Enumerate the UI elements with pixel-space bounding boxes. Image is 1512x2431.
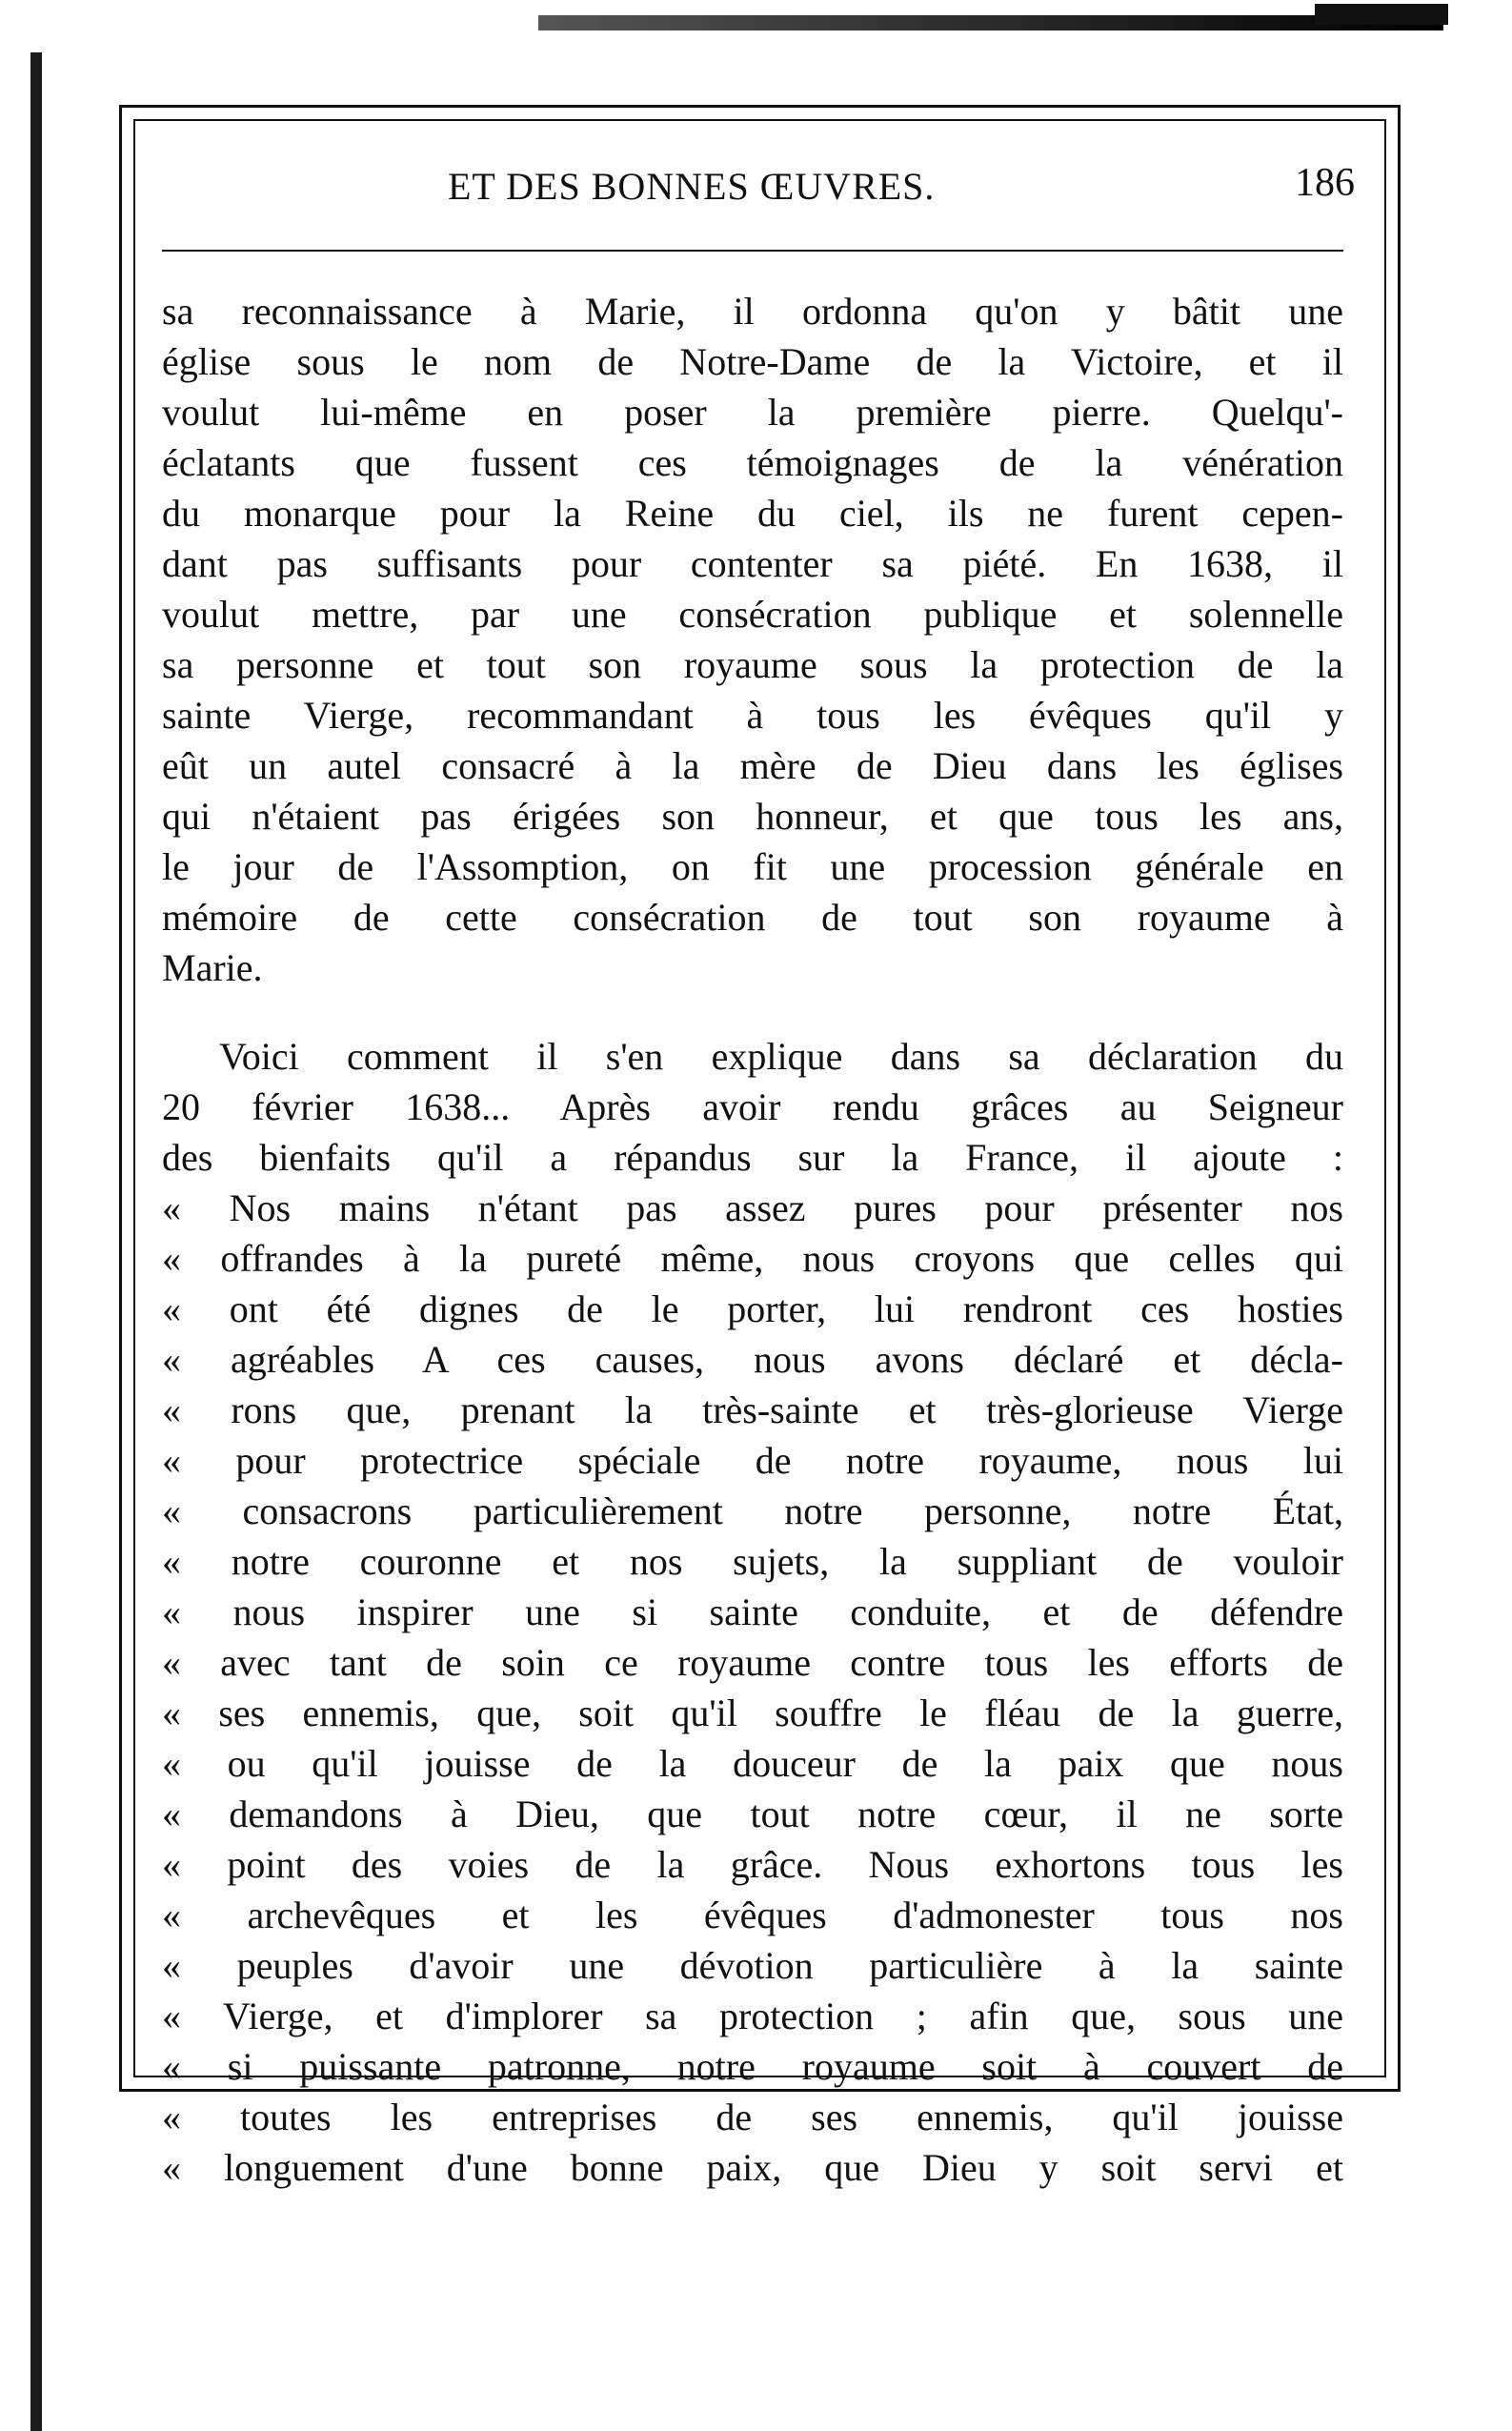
- text-line: eût un autel consacré à la mère de Dieu dans les églises: [162, 744, 1343, 787]
- scan-left-edge: [30, 52, 42, 2431]
- quote-line: « pour protectrice spéciale de notre royaume, nous lui: [162, 1439, 1343, 1482]
- text-line: le jour de l'Assomption, on fit une procession générale en: [162, 845, 1343, 888]
- paragraph-gap: [162, 993, 1343, 1031]
- text-line: dant pas suffisants pour contenter sa piété. En 1638, il: [162, 542, 1343, 585]
- quote-line: « offrandes à la pureté même, nous croyons que celles qui: [162, 1237, 1343, 1280]
- running-head: ET DES BONNES ŒUVRES.: [448, 165, 936, 208]
- quote-line: « peuples d'avoir une dévotion particulière à la sainte: [162, 1944, 1343, 1987]
- quote-line: « consacrons particulièrement notre personne, notre État,: [162, 1489, 1343, 1532]
- text-line: des bienfaits qu'il a répandus sur la France, il ajoute :: [162, 1136, 1343, 1179]
- text-line: mémoire de cette consécration de tout son royaume à: [162, 896, 1343, 939]
- quote-line: « rons que, prenant la très-sainte et très-glorieuse Vierge: [162, 1388, 1343, 1431]
- quote-line: « ou qu'il jouisse de la douceur de la paix que nous: [162, 1742, 1343, 1785]
- quote-line: « nous inspirer une si sainte conduite, et de défendre: [162, 1590, 1343, 1633]
- text-line: sa personne et tout son royaume sous la protection de la: [162, 643, 1343, 686]
- header-rule: [162, 250, 1343, 252]
- page-number: 186: [1295, 161, 1355, 205]
- text-line: du monarque pour la Reine du ciel, ils ne furent cepen-: [162, 492, 1343, 535]
- quote-line: « archevêques et les évêques d'admonester tous nos: [162, 1894, 1343, 1936]
- quote-line: « agréables A ces causes, nous avons déclaré et décla-: [162, 1338, 1343, 1381]
- quote-line: « point des voies de la grâce. Nous exhortons tous les: [162, 1843, 1343, 1886]
- quote-line: « avec tant de soin ce royaume contre tous les efforts de: [162, 1641, 1343, 1684]
- text-line: Voici comment il s'en explique dans sa déclaration du: [219, 1035, 1343, 1078]
- quote-line: « toutes les entreprises de ses ennemis, qu'il jouisse: [162, 2096, 1343, 2138]
- body-text: [162, 286, 1343, 2193]
- text-line: éclatants que fussent ces témoignages de la vénération: [162, 441, 1343, 484]
- text-line: qui n'étaient pas érigées son honneur, et que tous les ans,: [162, 795, 1343, 838]
- quote-line: « Nos mains n'étant pas assez pures pour présenter nos: [162, 1186, 1343, 1229]
- paragraph-2: [162, 1031, 1343, 2193]
- text-line: sainte Vierge, recommandant à tous les évêques qu'il y: [162, 694, 1343, 737]
- text-line: 20 février 1638... Après avoir rendu grâces au Seigneur: [162, 1085, 1343, 1128]
- text-line: sa reconnaissance à Marie, il ordonna qu'on y bâtit une: [162, 290, 1343, 333]
- quote-line: « demandons à Dieu, que tout notre cœur, il ne sorte: [162, 1793, 1343, 1835]
- quote-line: « ses ennemis, que, soit qu'il souffre le fléau de la guerre,: [162, 1692, 1343, 1734]
- scan-top-streak: [538, 15, 1443, 30]
- quote-line: « longuement d'une bonne paix, que Dieu y soit servi et: [162, 2146, 1343, 2189]
- quote-line: « ont été dignes de le porter, lui rendront ces hosties: [162, 1287, 1343, 1330]
- quote-line: « Vierge, et d'implorer sa protection ; afin que, sous une: [162, 1995, 1343, 2037]
- text-line: voulut lui-même en poser la première pierre. Quelqu'-: [162, 391, 1343, 434]
- quote-line: « notre couronne et nos sujets, la suppliant de vouloir: [162, 1540, 1343, 1583]
- paragraph-1: [162, 286, 1343, 993]
- text-line: église sous le nom de Notre-Dame de la Victoire, et il: [162, 340, 1343, 383]
- quote-line: « si puissante patronne, notre royaume soit à couvert de: [162, 2045, 1343, 2088]
- scan-top-corner: [1315, 4, 1448, 25]
- text-line: voulut mettre, par une consécration publique et solennelle: [162, 593, 1343, 636]
- text-line: Marie.: [162, 946, 263, 989]
